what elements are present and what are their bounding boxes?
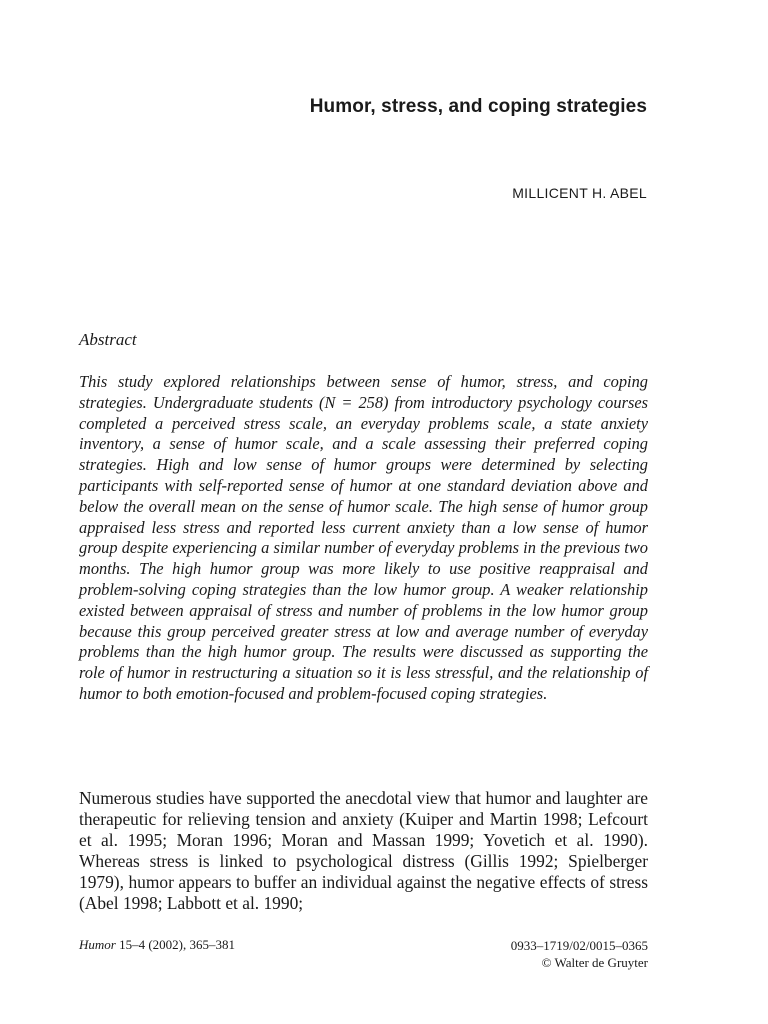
journal-name: Humor xyxy=(79,937,116,952)
journal-volume-pages: 15–4 (2002), 365–381 xyxy=(115,937,236,952)
article-author: MILLICENT H. ABEL xyxy=(512,185,647,201)
article-title: Humor, stress, and coping strategies xyxy=(309,96,647,117)
publisher-copyright: © Walter de Gruyter xyxy=(541,955,648,970)
journal-citation xyxy=(79,937,235,953)
publication-info xyxy=(511,937,648,971)
body-paragraph: Numerous studies have supported the anecdotal view that humor and laughter are therapeutic for relieving tension and anxiety (Kuiper and Martin 1998; Lefcourt et al. 1995; Moran 1996; Moran and Massan 1999; Yovetich et al. 1990). Whereas stress is linked to psychological distress (Gillis 1992; Spielberger 1979), humor appears to buffer an individual against the negative effects of stress (Abel 1998; Labbott et al. 1990; xyxy=(79,788,648,913)
abstract-text: This study explored relationships between sense of humor, stress, and coping strategies. Undergraduate students (N = 258) from introductory psychology courses completed a perceived stress scale, an everyday problems scale, a state anxiety inventory, a sense of humor scale, and a scale assessing their preferred coping strategies. High and low sense of humor groups were determined by selecting participants with self-reported sense of humor at one standard deviation above and below the overall mean on the sense of humor scale. The high sense of humor group appraised less stress and reported less current anxiety than a low sense of humor group despite experiencing a similar number of everyday problems in the previous two months. The high humor group was more likely to use positive reappraisal and problem-solving coping strategies than the low humor group. A weaker relationship existed between appraisal of stress and number of problems in the low humor group because this group perceived greater stress at low and average number of everyday problems than the high humor group. The results were discussed as supporting the role of humor in restructuring a situation so it is less stressful, and the relationship of humor to both emotion-focused and problem-focused coping strategies. xyxy=(79,372,648,703)
abstract-heading: Abstract xyxy=(79,330,137,349)
issn-code: 0933–1719/02/0015–0365 xyxy=(510,938,648,953)
